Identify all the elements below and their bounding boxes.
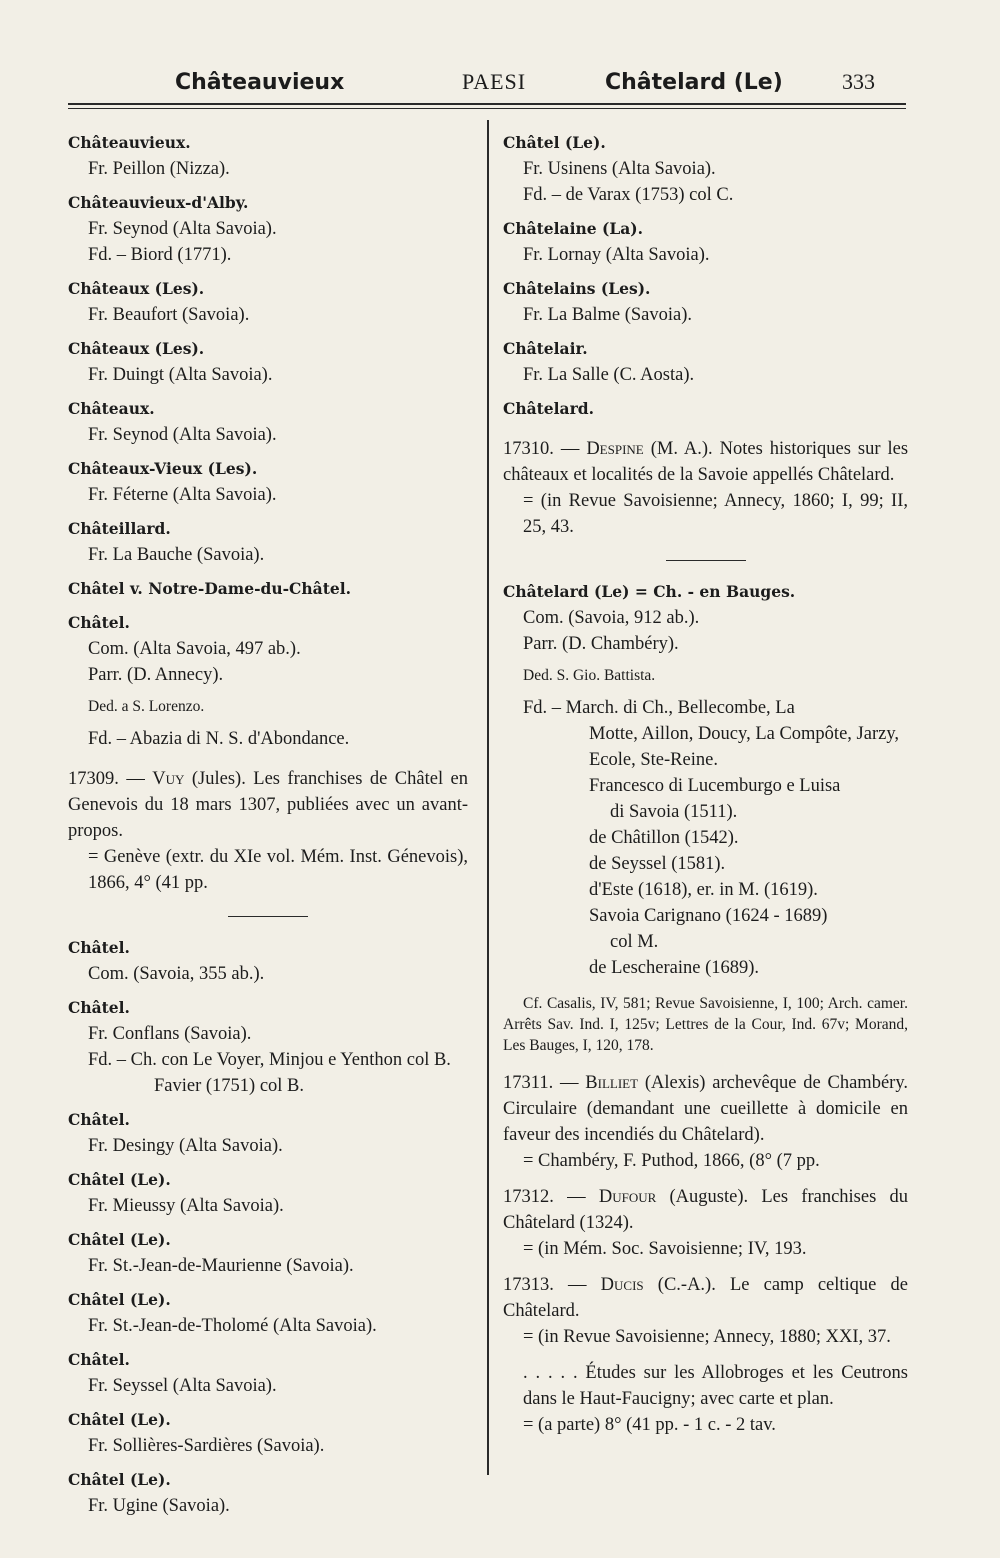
entry-line: Fd. – Biord (1771). xyxy=(88,245,232,265)
entry-headword: Châteaux. xyxy=(68,399,155,418)
entry-line: Fr. Féterne (Alta Savoia). xyxy=(88,485,277,505)
entry-headword: Châtel (Le). xyxy=(68,1170,171,1189)
page-header xyxy=(0,60,1000,100)
entry-headword: Châteaux (Les). xyxy=(68,339,205,358)
entry-author: Vuy xyxy=(152,769,185,789)
entry-source: = Genève (extr. du XIe vol. Mém. Inst. Génevois), 1866, 4° (41 pp. xyxy=(88,847,468,893)
gazetteer-entry xyxy=(68,1167,468,1219)
entry-author: Ducis xyxy=(600,1275,644,1295)
entry-line: Parr. (D. Chambéry). xyxy=(523,634,679,654)
entry-headword: Châtel. xyxy=(68,1350,130,1369)
entry-source: = Chambéry, F. Puthod, 1866, (8° (7 pp. xyxy=(523,1151,820,1171)
entry-extra-source: = (a parte) 8° (41 pp. - 1 c. - 2 tav. xyxy=(523,1415,776,1435)
entry-headword: Châtelard. xyxy=(503,399,595,418)
entry-headword: Châtel. xyxy=(68,613,130,632)
gazetteer-entry xyxy=(68,396,468,448)
entry-line: Com. (Savoia, 912 ab.). xyxy=(523,608,700,628)
bib-entry-17313: 17313. — Ducis (C.-A.). Le camp celtique de Châtelard. = (in Revue Savoisienne; Annecy, 1880; XXI, 37. . . . . . Études sur les Allobroges et les Ceutrons dans le Haut-Faucigny; avec carte et plan. = (a parte) 8° (41 pp. - 1 c. - 2 tav. xyxy=(503,1272,908,1438)
entry-headword: Châtelains (Les). xyxy=(503,279,651,298)
gazetteer-entry xyxy=(68,276,468,328)
left-column xyxy=(68,128,468,1519)
entry-line: Fr. Usinens (Alta Savoia). xyxy=(523,159,716,179)
entry-chatelard-le xyxy=(503,579,908,1056)
entry-fd-line: Fd. – March. di Ch., Bellecombe, La xyxy=(523,698,795,718)
gazetteer-entry xyxy=(68,1467,468,1519)
bib-entry-17311: 17311. — Billiet (Alexis) archevêque de Chambéry. Circulaire (demandant une cueillette à domicile en faveur des incendiés du Châtelard). = Chambéry, F. Puthod, 1866, (8° (7 pp. xyxy=(503,1070,908,1174)
entry-fd-line: de Châtillon (1542). xyxy=(589,828,739,848)
entry-fd-line: Savoia Carignano (1624 - 1689) xyxy=(589,906,828,926)
entry-fd-line: de Lescheraine (1689). xyxy=(589,958,760,978)
entry-headword: Châteaux (Les). xyxy=(68,279,205,298)
section-separator xyxy=(666,560,746,561)
entry-author: Billiet xyxy=(585,1073,639,1093)
entry-headword: Châtel (Le). xyxy=(68,1470,171,1489)
entry-dedication: Ded. S. Gio. Battista. xyxy=(523,667,656,684)
gazetteer-entry xyxy=(68,1227,468,1279)
gazetteer-entry xyxy=(503,216,908,268)
entry-dedication: Ded. a S. Lorenzo. xyxy=(88,698,205,715)
entry-headword: Châtelair. xyxy=(503,339,588,358)
entry-line: Fr. Mieussy (Alta Savoia). xyxy=(88,1196,284,1216)
gazetteer-entry xyxy=(68,456,468,508)
gazetteer-entry xyxy=(503,130,908,208)
running-title-left: Châteauvieux xyxy=(175,70,345,95)
entry-line: Fr. Beaufort (Savoia). xyxy=(88,305,250,325)
entry-line: Fr. Peillon (Nizza). xyxy=(88,159,230,179)
bib-entry-17309: 17309. — Vuy (Jules). Les franchises de Châtel en Genevois du 18 mars 1307, publiées avec un avant-propos. = Genève (extr. du XIe vol. Mém. Inst. Génevois), 1866, 4° (41 pp. xyxy=(68,766,468,896)
entry-author: Dufour xyxy=(598,1187,657,1207)
entry-line: Fr. St.-Jean-de-Maurienne (Savoia). xyxy=(88,1256,354,1276)
entry-text: (Alexis) archevêque de Chambéry. Circulaire (demandant une cueillette à domicile en faveur des incendiés du Châtelard). xyxy=(503,1073,908,1145)
gazetteer-entry xyxy=(68,1347,468,1399)
entry-line: Fr. St.-Jean-de-Tholomé (Alta Savoia). xyxy=(88,1316,377,1336)
entry-citation: Cf. Casalis, IV, 581; Revue Savoisienne, I, 100; Arch. camer. Arrêts Sav. Ind. I, 125v; Lettres de la Cour, Ind. 67v; Morand, Les Bauges, I, 120, 178. xyxy=(503,995,908,1054)
entry-extra-text: . . . . . Études sur les Allobroges et les Ceutrons dans le Haut-Faucigny; avec carte et plan. xyxy=(523,1363,908,1409)
gazetteer-entry xyxy=(68,130,468,182)
entry-line: Favier (1751) col B. xyxy=(154,1076,305,1096)
running-title-right: Châtelard (Le) xyxy=(605,70,783,95)
entry-fd-line: col M. xyxy=(610,932,659,952)
entry-line: Fr. Lornay (Alta Savoia). xyxy=(523,245,710,265)
entry-line: Fr. Conflans (Savoia). xyxy=(88,1024,252,1044)
entry-line: Fr. Desingy (Alta Savoia). xyxy=(88,1136,283,1156)
entry-headword: Châtel (Le). xyxy=(68,1230,171,1249)
entry-headword: Châtelaine (La). xyxy=(503,219,644,238)
entry-headword: Châtel. xyxy=(68,1110,130,1129)
entry-headword: Châteillard. xyxy=(68,519,171,538)
gazetteer-entry xyxy=(503,276,908,328)
entry-author: Despine xyxy=(586,439,644,459)
entry-number: 17312. xyxy=(503,1187,554,1207)
running-title-center: PAESI xyxy=(462,69,527,94)
entry-fd-line: Motte, Aillon, Doucy, La Compôte, Jarzy, Ecole, Ste-Reine. xyxy=(589,724,899,770)
gazetteer-entry xyxy=(503,336,908,388)
gazetteer-entry xyxy=(503,396,908,422)
entry-headword: Châtel (Le). xyxy=(503,133,606,152)
entry-line: Fr. Duingt (Alta Savoia). xyxy=(88,365,273,385)
bib-entry-17312: 17312. — Dufour (Auguste). Les franchises du Châtelard (1324). = (in Mém. Soc. Savoisienne; IV, 193. xyxy=(503,1184,908,1262)
right-column xyxy=(503,128,908,1438)
section-separator xyxy=(228,916,308,917)
entry-text: (Auguste). Les franchises du Châtelard (1324). xyxy=(503,1187,909,1233)
entry-fd-line: de Seyssel (1581). xyxy=(589,854,726,874)
entry-headword: Châtelard (Le) = Ch. - en Bauges. xyxy=(503,582,796,601)
column-divider xyxy=(487,120,489,1475)
entry-headword: Châteauvieux-d'Alby. xyxy=(68,193,249,212)
page-number: 333 xyxy=(842,69,875,94)
entry-headword: Châtel v. Notre-Dame-du-Châtel. xyxy=(68,579,351,598)
gazetteer-entry xyxy=(68,610,468,752)
entry-line: Fr. Seynod (Alta Savoia). xyxy=(88,219,277,239)
gazetteer-entry xyxy=(68,995,468,1099)
entry-line: Fr. Seynod (Alta Savoia). xyxy=(88,425,277,445)
entry-headword: Châteauvieux. xyxy=(68,133,191,152)
gazetteer-entry xyxy=(68,935,468,987)
entry-headword: Châtel (Le). xyxy=(68,1290,171,1309)
header-rule-top xyxy=(68,103,906,105)
entry-fd-line: Francesco di Lucemburgo e Luisa xyxy=(589,776,841,796)
entry-headword: Châteaux-Vieux (Les). xyxy=(68,459,258,478)
entry-line: Fd. – de Varax (1753) col C. xyxy=(523,185,734,205)
entry-fd-line: Fd. – Abazia di N. S. d'Abondance. xyxy=(88,729,350,749)
entry-number: 17313. xyxy=(503,1275,554,1295)
entry-line: Fr. Seyssel (Alta Savoia). xyxy=(88,1376,277,1396)
entry-line: Fr. La Bauche (Savoia). xyxy=(88,545,265,565)
entry-text: (M. A.). Notes historiques sur les châteaux et localités de la Savoie appellés Châtelard. xyxy=(503,439,909,485)
entry-line: Com. (Savoia, 355 ab.). xyxy=(88,964,265,984)
entry-headword: Châtel (Le). xyxy=(68,1410,171,1429)
gazetteer-entry xyxy=(68,190,468,268)
entry-number: 17310. xyxy=(503,439,554,459)
entry-line: Fr. La Salle (C. Aosta). xyxy=(523,365,695,385)
gazetteer-entry xyxy=(68,1407,468,1459)
entry-text: (C.-A.). Le camp celtique de Châtelard. xyxy=(503,1275,908,1321)
header-rule-bottom xyxy=(68,108,906,109)
entry-line: Parr. (D. Annecy). xyxy=(88,665,224,685)
entry-headword: Châtel. xyxy=(68,998,130,1017)
gazetteer-entry xyxy=(68,336,468,388)
entry-line: Fr. La Balme (Savoia). xyxy=(523,305,693,325)
entry-fd-line: d'Este (1618), er. in M. (1619). xyxy=(589,880,818,900)
bib-entry-17310: 17310. — Despine (M. A.). Notes historiques sur les châteaux et localités de la Savoie appellés Châtelard. = (in Revue Savoisienne; Annecy, 1860; I, 99; II, 25, 43. xyxy=(503,436,908,540)
entry-text: (Jules). Les franchises de Châtel en Genevois du 18 mars 1307, publiées avec un avant-propos. xyxy=(68,769,468,841)
gazetteer-entry xyxy=(68,516,468,568)
entry-headword: Châtel. xyxy=(68,938,130,957)
entry-line: Fr. Ugine (Savoia). xyxy=(88,1496,230,1516)
entry-line: Fd. – Ch. con Le Voyer, Minjou e Yenthon col B. xyxy=(88,1050,451,1070)
entry-line: Com. (Alta Savoia, 497 ab.). xyxy=(88,639,301,659)
entry-source: = (in Mém. Soc. Savoisienne; IV, 193. xyxy=(523,1239,807,1259)
entry-source: = (in Revue Savoisienne; Annecy, 1880; XXI, 37. xyxy=(523,1327,891,1347)
gazetteer-entry xyxy=(68,1107,468,1159)
entry-source: = (in Revue Savoisienne; Annecy, 1860; I, 99; II, 25, 43. xyxy=(523,491,908,537)
entry-fd-line: di Savoia (1511). xyxy=(610,802,738,822)
gazetteer-entry xyxy=(68,1287,468,1339)
entry-number: 17311. xyxy=(503,1073,554,1093)
entry-number: 17309. xyxy=(68,769,119,789)
gazetteer-entry xyxy=(68,576,468,602)
entry-line: Fr. Sollières-Sardières (Savoia). xyxy=(88,1436,325,1456)
